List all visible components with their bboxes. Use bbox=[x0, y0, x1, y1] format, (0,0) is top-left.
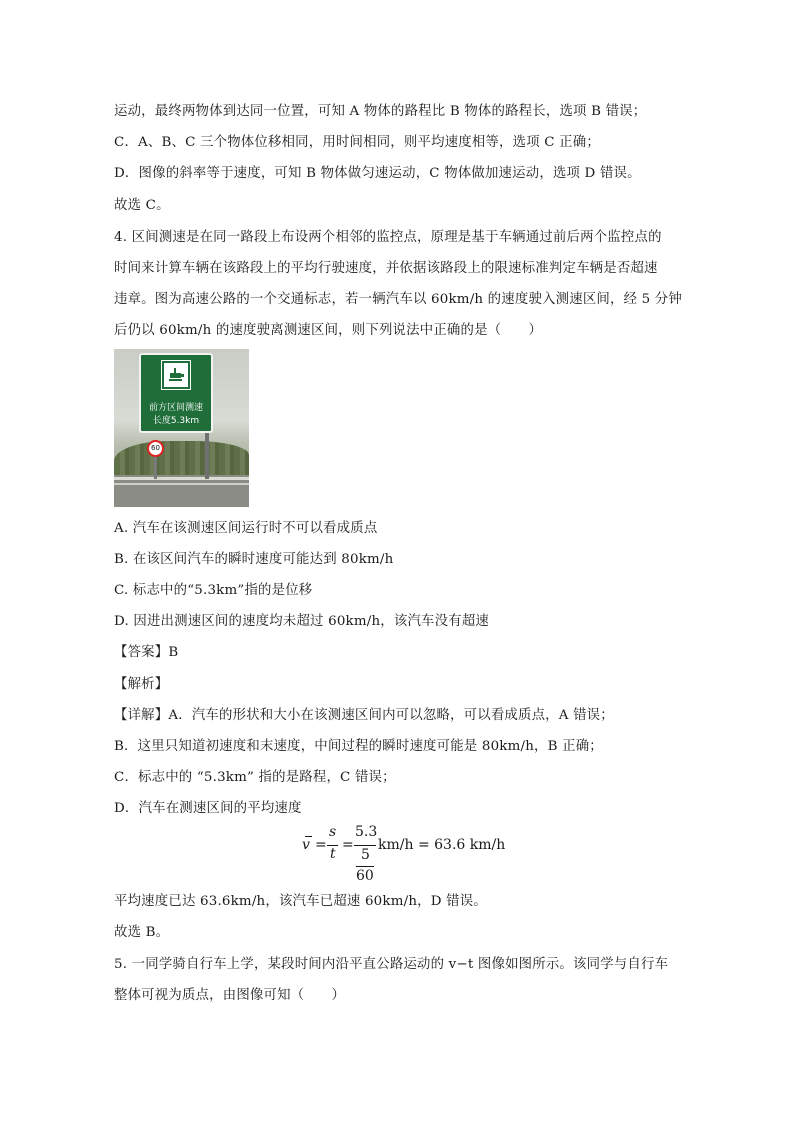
question-4-line-2: 时间来计算车辆在该路段上的平均行驶速度，并依据该路段上的限速标准判定车辆是否超速 bbox=[114, 261, 658, 276]
detail-c: C．标志中的 “5.3km” 指的是路程，C 错误； bbox=[114, 770, 396, 785]
average-speed-line: 平均速度已达 63.6km/h，该汽车已超速 60km/h，D 错误。 bbox=[114, 894, 487, 909]
line-4: 故选 C。 bbox=[114, 198, 170, 213]
formula-frac-bar-2 bbox=[354, 845, 376, 846]
formula-v: v bbox=[302, 837, 310, 853]
formula-inner-num: 5 bbox=[361, 847, 370, 863]
formula-eq-2: = bbox=[342, 837, 354, 853]
formula-s: s bbox=[329, 824, 337, 840]
sign-text-2: 长度5.3km bbox=[152, 416, 200, 426]
detail-b: B．这里只知道初速度和末速度，中间过程的瞬时速度可能是 80km/h，B 正确； bbox=[114, 739, 603, 754]
formula-frac-bar-3 bbox=[356, 866, 374, 867]
question-5-line-1: 5. 一同学骑自行车上学，某段时间内沿平直公路运动的 v−t 图像如图所示。该同学与自行车 bbox=[114, 957, 669, 972]
option-b: B. 在该区间汽车的瞬时速度可能达到 80km/h bbox=[114, 552, 394, 567]
line-2: C．A、B、C 三个物体位移相同，用时间相同，则平均速度相等，选项 C 正确； bbox=[114, 135, 600, 150]
question-4-line-3: 违章。图为高速公路的一个交通标志，若一辆汽车以 60km/h 的速度驶入测速区间，经 5 分钟 bbox=[114, 292, 682, 307]
question-4-line-4: 后仍以 60km/h 的速度驶离测速区间，则下列说法中正确的是（ ） bbox=[114, 323, 543, 338]
formula-unit: km/h = 63.6 km/h bbox=[378, 837, 506, 853]
guardrail bbox=[114, 477, 249, 480]
choose-b: 故选 B。 bbox=[114, 925, 170, 940]
answer-label: 【答案】B bbox=[114, 645, 179, 660]
option-a: A. 汽车在该测速区间运行时不可以看成质点 bbox=[114, 521, 378, 536]
traffic-sign-photo bbox=[114, 349, 249, 507]
formula-t: t bbox=[330, 846, 336, 862]
formula-inner-den: 60 bbox=[356, 868, 374, 884]
question-5-line-2: 整体可视为质点，由图像可知（ ） bbox=[114, 988, 346, 1003]
line-1: 运动，最终两物体到达同一位置，可知 A 物体的路程比 B 物体的路程长，选项 B 错误； bbox=[114, 104, 647, 119]
camera-icon bbox=[162, 361, 190, 389]
formula-eq-1: = bbox=[315, 837, 327, 853]
option-c: C. 标志中的“5.3km”指的是位移 bbox=[114, 583, 313, 598]
question-4-line-1: 4. 区间测速是在同一路段上布设两个相邻的监控点，原理是基于车辆通过前后两个监控点的 bbox=[114, 230, 662, 245]
guardrail-lower bbox=[114, 483, 249, 485]
detail-d: D．汽车在测速区间的平均速度 bbox=[114, 801, 302, 816]
formula-v-bar bbox=[305, 836, 312, 837]
analysis-label: 【解析】 bbox=[114, 677, 169, 692]
line-3: D．图像的斜率等于速度，可知 B 物体做匀速运动，C 物体做加速运动，选项 D 错误。 bbox=[114, 166, 641, 181]
green-sign bbox=[139, 353, 213, 433]
detail-a: 【详解】A．汽车的形状和大小在该测速区间内可以忽略，可以看成质点，A 错误； bbox=[114, 708, 614, 723]
formula-numerator: 5.3 bbox=[355, 824, 378, 840]
option-d: D. 因进出测速区间的速度均未超过 60km/h，该汽车没有超速 bbox=[114, 614, 490, 629]
sign-text-1: 前方区间测速 bbox=[148, 403, 203, 413]
speed-limit-sign: 60 bbox=[147, 440, 164, 457]
